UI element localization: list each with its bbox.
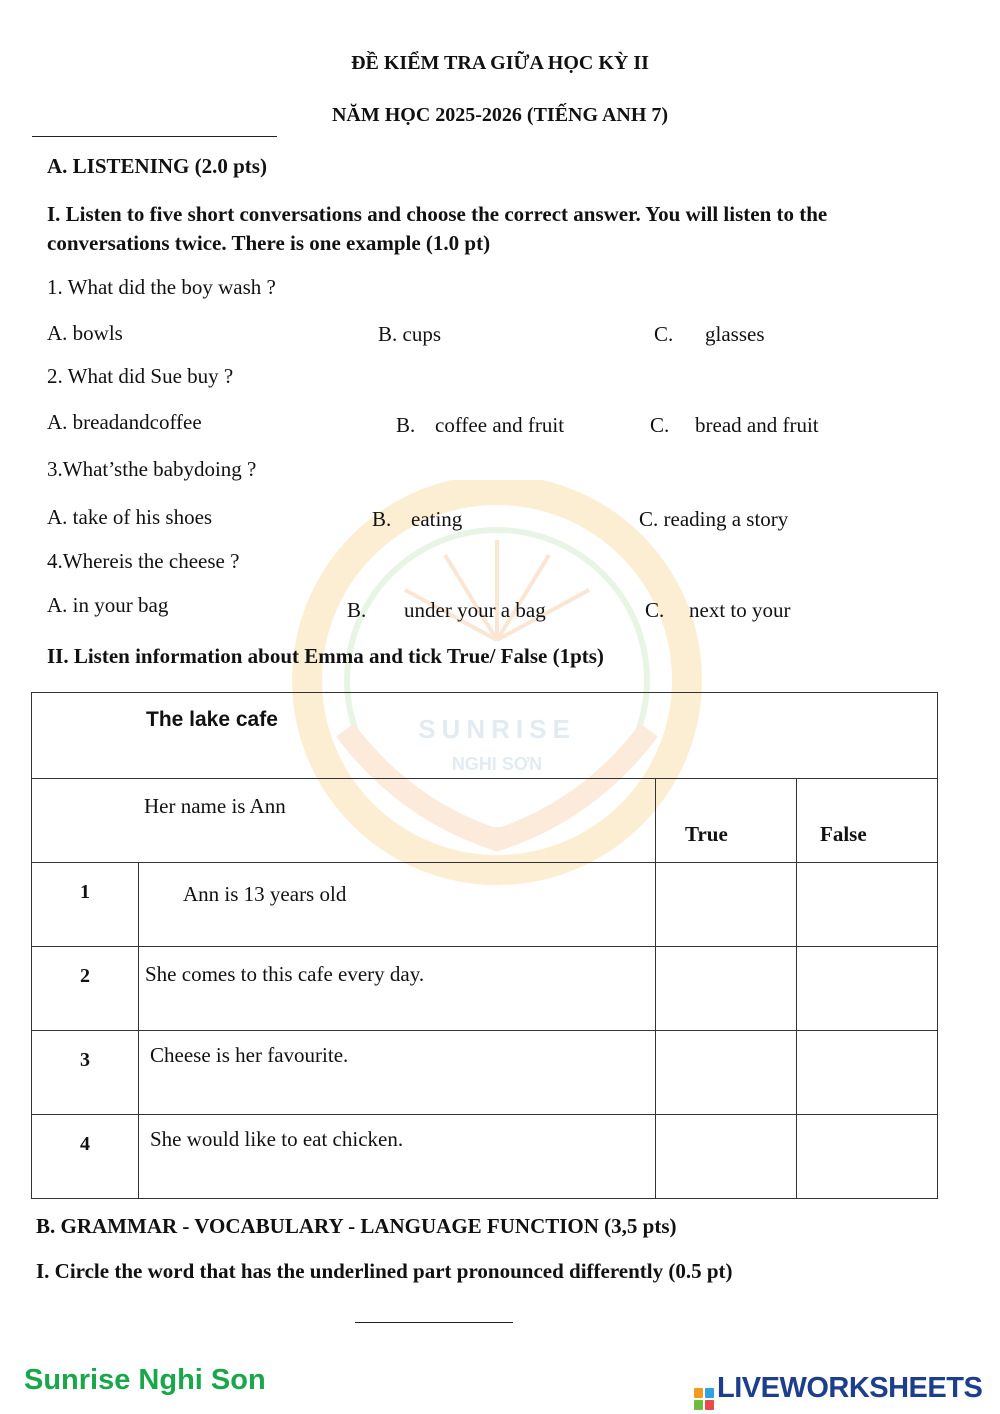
example-statement: Her name is Ann <box>144 794 286 818</box>
liveworksheets-wordmark: LIVEWORKSHEETS <box>717 1372 983 1404</box>
q2-option-b-letter[interactable]: B. <box>396 413 416 437</box>
true-checkbox-3[interactable] <box>656 1031 797 1115</box>
row-statement: Cheese is her favourite. <box>150 1043 349 1067</box>
q4-option-c[interactable]: next to your <box>689 598 791 622</box>
row-statement: Ann is 13 years old <box>183 882 347 906</box>
question-3: 3.What’sthe babydoing ? <box>47 457 257 481</box>
q3-option-a[interactable]: A. take of his shoes <box>47 505 213 529</box>
section-b-part1-instruction: I. Circle the word that has the underlined part pronounced differently (0.5 pt) <box>36 1259 733 1283</box>
exam-title: ĐỀ KIỂM TRA GIỮA HỌC KỲ II <box>351 52 649 74</box>
true-header: True <box>685 822 728 846</box>
section-b-heading: B. GRAMMAR - VOCABULARY - LANGUAGE FUNCTION (3,5 pts) <box>36 1214 677 1238</box>
question-4: 4.Whereis the cheese ? <box>47 549 240 573</box>
true-checkbox-4[interactable] <box>656 1115 797 1199</box>
sunrise-brand: Sunrise Nghi Son <box>24 1364 266 1396</box>
watermark-place: NGHI SƠN <box>451 754 543 774</box>
q4-option-b-letter[interactable]: B. <box>347 598 367 622</box>
false-header-cell <box>797 779 938 863</box>
q1-option-b[interactable]: B. cups <box>378 322 441 346</box>
table-row <box>32 947 938 1031</box>
table-title-cell <box>32 693 938 779</box>
table-row <box>32 1031 938 1115</box>
q2-option-c-letter[interactable]: C. <box>650 413 670 437</box>
q4-option-a[interactable]: A. in your bag <box>47 593 169 617</box>
q2-option-c[interactable]: bread and fruit <box>695 413 819 437</box>
row-number: 2 <box>80 965 90 987</box>
table-row <box>32 863 938 947</box>
question-1: 1. What did the boy wash ? <box>47 275 276 299</box>
watermark-name: SUNRISE <box>418 714 576 744</box>
true-checkbox-1[interactable] <box>656 863 797 947</box>
q1-option-c[interactable]: glasses <box>705 322 765 346</box>
example-cell <box>32 779 656 863</box>
row-number: 1 <box>80 881 90 903</box>
false-checkbox-2[interactable] <box>797 947 938 1031</box>
q2-option-b[interactable]: coffee and fruit <box>435 413 565 437</box>
row-number: 4 <box>80 1133 90 1155</box>
false-checkbox-1[interactable] <box>797 863 938 947</box>
section-a-heading: A. LISTENING (2.0 pts) <box>47 154 267 178</box>
exam-year: NĂM HỌC 2025-2026 (TIẾNG ANH 7) <box>331 104 669 126</box>
q4-option-b[interactable]: under your a bag <box>404 598 546 622</box>
q3-option-b-letter[interactable]: B. <box>372 507 392 531</box>
part2-instruction: II. Listen information about Emma and tick True/ False (1pts) <box>47 644 604 668</box>
row-statement: She comes to this cafe every day. <box>145 962 425 986</box>
table-title: The lake cafe <box>146 708 278 731</box>
true-header-cell <box>656 779 797 863</box>
table-row <box>32 1115 938 1199</box>
false-checkbox-4[interactable] <box>797 1115 938 1199</box>
part1-instruction: I. Listen to five short conversations and choose the correct answer. You will listen to the conversations twice. There is one example (1.0 pt) <box>47 202 828 255</box>
row-statement: She would like to eat chicken. <box>150 1127 404 1151</box>
footer-rule <box>355 1322 513 1323</box>
true-checkbox-2[interactable] <box>656 947 797 1031</box>
false-header: False <box>820 822 867 846</box>
liveworksheets-logo <box>694 1372 982 1410</box>
row-number: 3 <box>80 1049 90 1071</box>
q3-option-b[interactable]: eating <box>411 507 463 531</box>
false-checkbox-3[interactable] <box>797 1031 938 1115</box>
true-false-table <box>31 692 938 1199</box>
q3-option-c[interactable]: C. reading a story <box>639 507 789 531</box>
header-rule <box>32 136 277 137</box>
question-2: 2. What did Sue buy ? <box>47 364 234 388</box>
q1-option-c-letter[interactable]: C. <box>654 322 674 346</box>
q2-option-a[interactable]: A. breadandcoffee <box>47 410 202 434</box>
liveworksheets-icon <box>694 1388 714 1410</box>
q4-option-c-letter[interactable]: C. <box>645 598 665 622</box>
q1-option-a[interactable]: A. bowls <box>47 321 123 345</box>
